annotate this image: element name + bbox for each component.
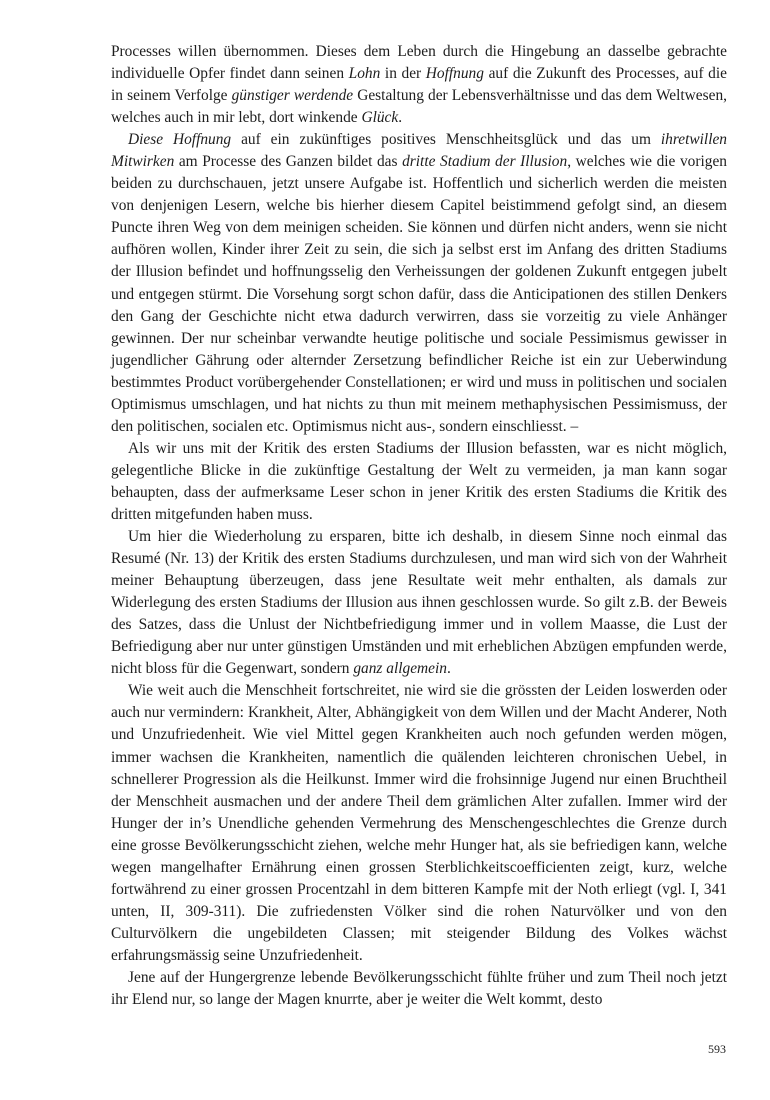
paragraph: Processes willen übernommen. Dieses dem Leben durch die Hingebung an dasselbe gebrachte individuelle Opfer findet dann seinen Lohn in der Hoffnung auf die Zukunft des Processes, auf die in seinem Verfolge günstiger werdende Gestaltung der Lebensverhältnisse und das dem Weltwesen, welches auch in mir lebt, dort winkende Glück. [111,43,727,127]
paragraph: Jene auf der Hungergrenze lebende Bevölkerungsschicht fühlte früher und zum Theil noch jetzt ihr Elend nur, so lange der Magen knurrte, aber je weiter die Welt kommt, desto [111,968,727,1009]
italic-emphasis: ihretwillen Mitwirken [111,131,727,171]
italic-emphasis: Glück [361,109,399,127]
paragraph: Wie weit auch die Menschheit fortschreitet, nie wird sie die grössten der Leiden loswerden oder auch nur vermindern: Krankheit, Alter, Abhängigkeit von dem Willen und der Macht Anderer, Noth und Unzufriedenheit. Wie viel Mittel gegen Krankheiten auch noch gefunden werden mögen, immer wachsen die Krankheiten, namentlich die quälenden leichteren chronischen Uebel, in schnellerer Progression als die Heilkunst. Immer wird die frohsinnige Jugend nur einen Bruchtheil der Menschheit ausmachen und der andere Theil dem grämlichen Alter zufallen. Immer wird der Hunger der in’s Unendliche gehenden Vermehrung des Menschengeschlechtes die Grenze durch eine grosse Bevölkerungsschicht ziehen, welche mehr Hunger hat, als sie befriedigen kann, welche wegen mangelhafter Ernährung einen grossen Sterblichkeitscoefficienten zeigt, kurz, welche fortwährend zu einer grossen Procentzahl in dem bitteren Kampfe mit der Noth erliegt (vgl. I, 341 unten, II, 309-311). Die zufriedensten Völker sind die rohen Naturvölker und von den Culturvölkern die ungebildeten Classen; mit steigender Bildung des Volkes wächst erfahrungsmässig seine Unzufriedenheit. [111,682,727,964]
paragraph: Um hier die Wiederholung zu ersparen, bitte ich deshalb, in diesem Sinne noch einmal das Resumé (Nr. 13) der Kritik des ersten Stadiums durchzulesen, und man wird sich von der Wahrheit meiner Behauptung überzeugen, dass jene Resultate weit mehr enthalten, als damals zur Widerlegung des ersten Stadiums der Illusion aus ihnen geschlossen wurde. So gilt z.B. der Beweis des Satzes, dass die Unlust der Nichtbefriedigung immer und in vollem Maasse, die Lust der Befriedigung aber nur unter günstigen Umständen und mit erheblichen Abzügen empfunden werde, nicht bloss für die Gegenwart, sondern ganz allgemein. [111,528,727,678]
paragraph: Diese Hoffnung auf ein zukünftiges positives Menschheitsglück und das um ihretwillen Mitwirken am Processe des Ganzen bildet das dritte Stadium der Illusion, welches wie die vorigen beiden zu durchschauen, jetzt unsere Aufgabe ist. Hoffentlich und sicherlich werden die meisten von denjenigen Lesern, welche bis hierher diesem Capitel beistimmend gefolgt sind, an diesem Puncte ihren Weg von dem meinigen scheiden. Sie können und dürfen nicht anders, wenn sie nicht aufhören wollen, Kinder ihrer Zeit zu sein, die sich ja selbst erst im Anfang des dritten Stadiums der Illusion befindet und hoffnungsselig den Verheissungen der goldenen Zukunft entgegen jubelt und entgegen stürmt. Die Vorsehung sorgt schon dafür, dass die Anticipationen des stillen Denkers den Gang der Geschichte nicht etwa dadurch verwirren, dass sie vorzeitig zu viele Anhänger gewinnen. Der nur scheinbar verwandte heutige politische und sociale Pessimismus gewisser in jugendlicher Gährung oder alternder Zersetzung befindlicher Reiche ist ein zur Ueberwindung bestimmtes Product vorübergehender Constellationen; er wird und muss in politischen und socialen Optimismus umschlagen, und hat nichts zu thun mit meinem methaphysischen Pessimismuss, der den politischen, socialen etc. Optimismus nicht aus-, sondern einschliesst. – [111,131,727,435]
italic-emphasis: ganz allgemein [353,660,447,678]
italic-emphasis: günstiger werdende [231,87,354,105]
italic-emphasis: Hoffnung [425,65,484,83]
page-number: 593 [708,1042,726,1056]
italic-emphasis: Lohn [348,65,381,83]
paragraph: Als wir uns mit der Kritik des ersten Stadiums der Illusion befassten, war es nicht möglich, gelegentliche Blicke in die zukünftige Gestaltung der Welt zu vermeiden, ja man kann sogar behaupten, dass der aufmerksame Leser schon in jener Kritik des ersten Stadiums die Kritik des dritten mitgefunden haben muss. [111,439,727,523]
italic-emphasis: dritte Stadium der Illusion [402,153,568,171]
italic-emphasis: Diese Hoffnung [128,131,232,149]
body-text [111,41,727,1011]
